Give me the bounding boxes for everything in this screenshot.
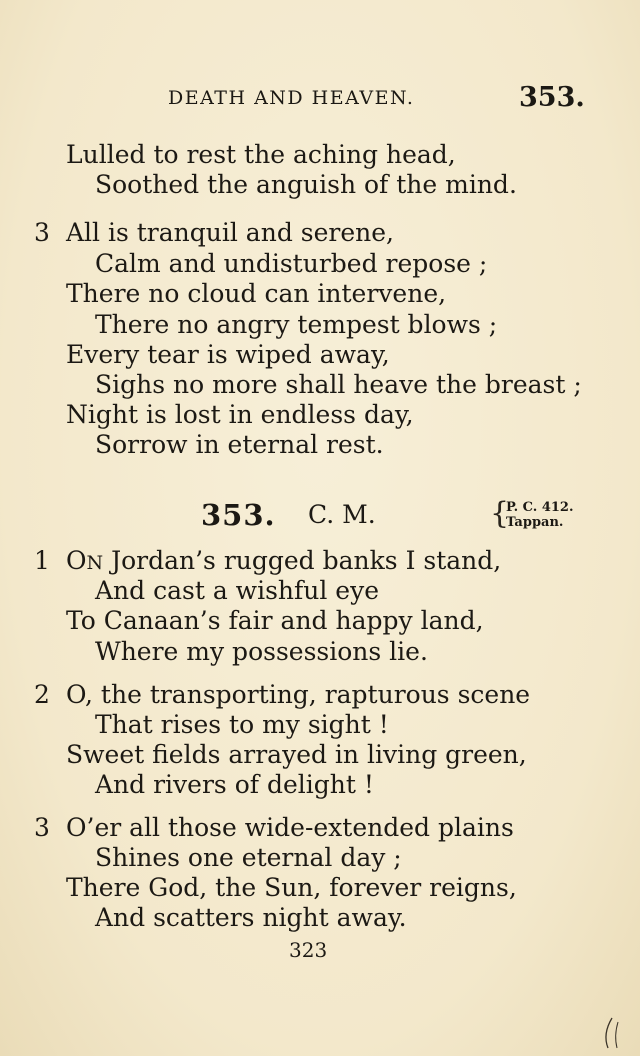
verse-line: Shines one eternal day ; <box>95 843 402 872</box>
verse-line: Sorrow in eternal rest. <box>95 430 384 459</box>
verse-line-first <box>66 546 501 578</box>
verse-line: And rivers of delight ! <box>95 770 374 799</box>
verse-line: There no angry tempest blows ; <box>95 310 498 339</box>
verse-line: Sweet fields arrayed in living green, <box>66 740 527 769</box>
initial-letter: O <box>66 546 87 575</box>
verse-number: 3 <box>34 813 50 842</box>
verse-line: Where my possessions lie. <box>95 637 428 666</box>
verse-line: Every tear is wiped away, <box>66 340 390 369</box>
hymn-number: 353. <box>201 498 276 532</box>
page-edge-mark-icon <box>598 1012 624 1052</box>
verse-line: There God, the Sun, forever reigns, <box>66 873 517 902</box>
verse-line: Calm and undisturbed repose ; <box>95 249 488 278</box>
verse-line: That rises to my sight ! <box>95 710 389 739</box>
brace-icon: { <box>490 496 510 531</box>
hymn-meter: C. M. <box>308 500 376 529</box>
tune-reference: P. C. 412. <box>506 500 574 515</box>
running-header-hymn-number: 353. <box>519 82 585 113</box>
verse-number: 3 <box>34 218 50 247</box>
verse-line: All is tranquil and serene, <box>66 218 394 247</box>
line-remainder: Jordan’s rugged banks I stand, <box>103 546 502 575</box>
verse-number: 1 <box>34 546 50 575</box>
verse-line: O’er all those wide-extended plains <box>66 813 514 842</box>
tune-name: Tappan. <box>506 515 564 530</box>
verse-line: There no cloud can intervene, <box>66 279 447 308</box>
verse-number: 2 <box>34 680 50 709</box>
verse-line: And scatters night away. <box>95 903 407 932</box>
small-cap-letters: N <box>86 552 104 574</box>
verse-line: O, the transporting, rapturous scene <box>66 680 531 709</box>
running-header-title: DEATH AND HEAVEN. <box>168 87 415 109</box>
verse-line: And cast a wishful eye <box>95 576 380 605</box>
page-number: 323 <box>289 938 328 962</box>
verse-line: Sighs no more shall heave the breast ; <box>95 370 582 399</box>
verse-line: To Canaan’s fair and happy land, <box>66 606 484 635</box>
verse-line: Night is lost in endless day, <box>66 400 414 429</box>
verse-line: Lulled to rest the aching head, <box>66 140 456 169</box>
verse-line: Soothed the anguish of the mind. <box>95 170 517 199</box>
